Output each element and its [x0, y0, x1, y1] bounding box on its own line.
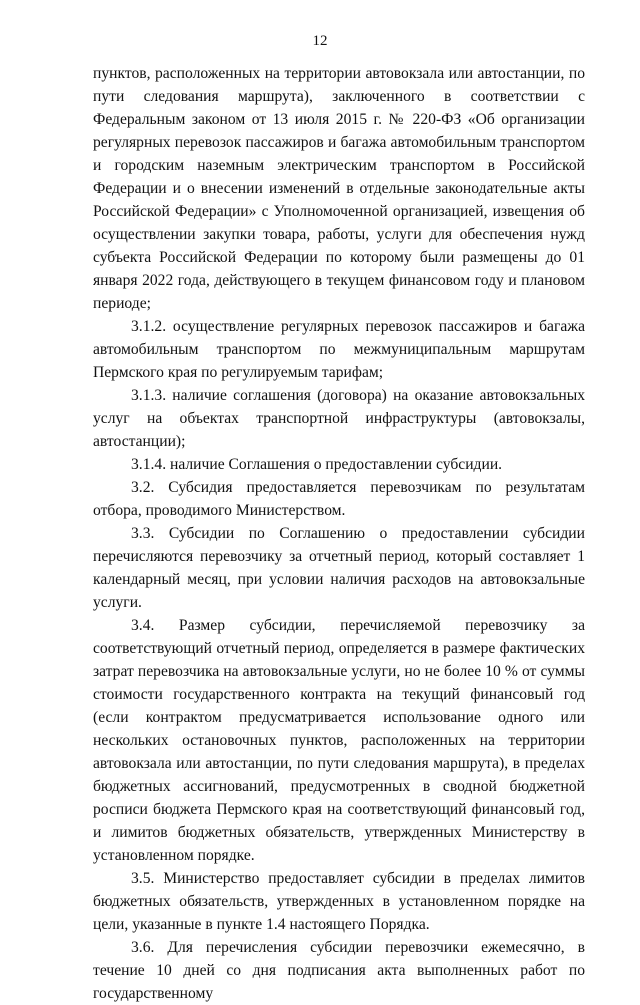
page-number: 12	[312, 33, 328, 49]
paragraph-3-3: 3.3. Субсидии по Соглашению о предоставлении субсидии перечисляются перевозчику за отчетный период, который составляет 1 календарный месяц, при условии наличия расходов на автовокзальные услуги.	[93, 525, 585, 611]
paragraph-3-1-2: 3.1.2. осуществление регулярных перевозок пассажиров и багажа автомобильным транспортом по межмуниципальным маршрутам Пермского края по регулируемым тарифам;	[93, 318, 585, 381]
paragraph-3-5: 3.5. Министерство предоставляет субсидии в пределах лимитов бюджетных обязательств, утвержденных в установленном порядке на цели, указанные в пункте 1.4 настоящего Порядка.	[93, 870, 585, 933]
paragraph-continuation: пунктов, расположенных на территории автовокзала или автостанции, по пути следования маршрута), заключенного в соответствии с Федеральным законом от 13 июля 2015 г. № 220-ФЗ «Об организации регулярных перевозок пассажиров и багажа автомобильным транспортом и городским наземным электрическим транспортом в Российской Федерации и о внесении изменений в отдельные законодательные акты Российской Федерации» с Уполномоченной организацией, извещения об осуществлении закупки товара, работы, услуги для обеспечения нужд субъекта Российской Федерации по которому были размещены до 01 января 2022 года, действующего в текущем финансовом году и плановом периоде;	[93, 65, 585, 312]
paragraph-3-2: 3.2. Субсидия предоставляется перевозчикам по результатам отбора, проводимого Министерством.	[93, 479, 585, 519]
paragraph-3-1-4: 3.1.4. наличие Соглашения о предоставлении субсидии.	[131, 456, 503, 473]
paragraph-3-6: 3.6. Для перечисления субсидии перевозчики ежемесячно, в течение 10 дней со дня подписания акта выполненных работ по государственному	[93, 939, 585, 1002]
paragraph-3-4: 3.4. Размер субсидии, перечисляемой перевозчику за соответствующий отчетный период, определяется в размере фактических затрат перевозчика на автовокзальные услуги, но не более 10 % от суммы стоимости государственного контракта на текущий финансовый год (если контрактом предусматривается использование одного или нескольких остановочных пунктов, расположенных на территории автовокзала или автостанции, по пути следования маршрута), в пределах бюджетных ассигнований, предусмотренных в сводной бюджетной росписи бюджета Пермского края на соответствующий финансовый год, и лимитов бюджетных обязательств, утвержденных Министерству в установленном порядке.	[93, 617, 585, 864]
document-body	[93, 62, 585, 1005]
paragraph-3-1-3: 3.1.3. наличие соглашения (договора) на оказание автовокзальных услуг на объектах транспортной инфраструктуры (автовокзалы, автостанции);	[93, 387, 585, 450]
